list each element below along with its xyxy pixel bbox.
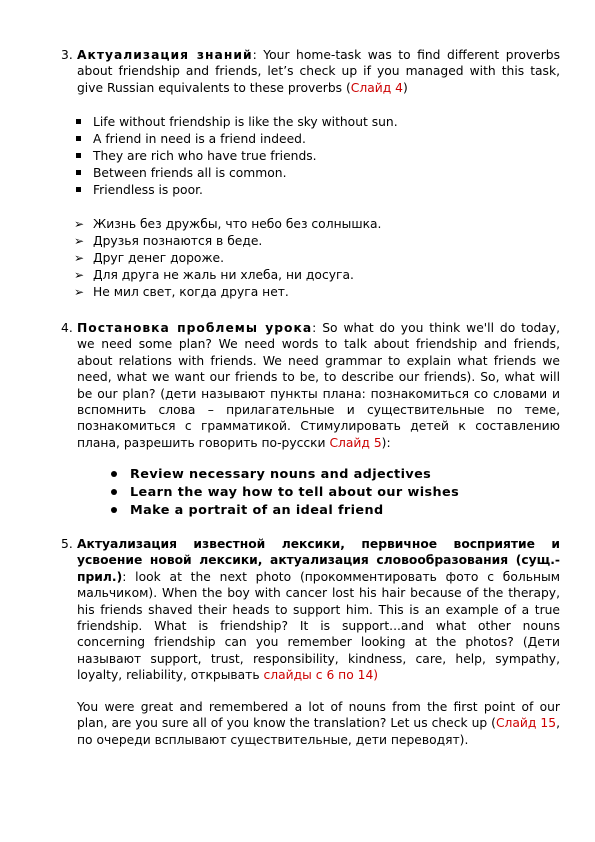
section-4-heading: Постановка проблемы урока bbox=[77, 321, 313, 335]
square-bullet-icon bbox=[76, 119, 81, 124]
plan-item-text: Learn the way how to tell about our wishes bbox=[130, 485, 460, 500]
section-4 bbox=[61, 320, 561, 451]
english-proverb-text: Friendless is poor. bbox=[93, 183, 203, 197]
section-3-heading: Актуализация знаний bbox=[77, 48, 253, 62]
arrow-bullet-icon: ➢ bbox=[74, 268, 85, 282]
section-5-text: : look at the next photo (прокомментировать фото с больным мальчиком). When the boy with cancer lost his hair because of the therapy, his friends shaved their heads to support him. This is an example of a true friendship. What is friendship? It is support...and what other nouns concerning friendship can you remember looking at the photos? (Дети называют support, trust, responsibility, kindness, care, help, sympathy, loyalty, reliability, открывать bbox=[77, 569, 560, 683]
english-proverb-text: Between friends all is common. bbox=[93, 166, 287, 180]
section-5-slide-ref-2: Слайд 15 bbox=[495, 716, 557, 731]
english-proverb-text: A friend in need is a friend indeed. bbox=[93, 132, 306, 146]
arrow-bullet-icon: ➢ bbox=[74, 251, 85, 265]
russian-proverb-1 bbox=[74, 216, 382, 232]
english-proverb-1 bbox=[93, 114, 398, 130]
section-5-para2-end: , по очереди всплывают существительные, дети переводят). bbox=[77, 716, 560, 747]
plan-item-2 bbox=[130, 484, 459, 501]
section-4-text: : So what do you think we'll do today, we need some plan? We need words to talk about friendship and friends, about relations with friends. We need grammar to explain what friends we need, what we want our friends to be, to describe our friends). So, what will be our plan? (дети называют пункты плана: познакомиться со словами и вспомнить слова – прилагательные и существительные по теме, познакомиться с грамматикой. Стимулировать детей к составлению плана, разрешить говорить по-русски bbox=[77, 321, 561, 450]
arrow-bullet-icon: ➢ bbox=[74, 285, 85, 299]
english-proverb-5 bbox=[93, 182, 203, 198]
english-proverb-2 bbox=[93, 131, 306, 147]
russian-proverb-4 bbox=[74, 267, 354, 283]
section-3 bbox=[61, 47, 560, 96]
section-5 bbox=[61, 536, 560, 684]
round-bullet-icon bbox=[111, 507, 117, 513]
russian-proverb-text: Жизнь без дружбы, что небо без солнышка. bbox=[93, 217, 382, 231]
plan-item-text: Make a portrait of an ideal friend bbox=[130, 503, 384, 518]
plan-item-1 bbox=[130, 466, 431, 483]
section-3-text: : Your home-task was to find different proverbs about friendship and friends, let’s check up if you managed with this task, give Russian equivalents to these proverbs ( bbox=[77, 48, 560, 95]
russian-proverb-text: Друзья познаются в беде. bbox=[93, 234, 263, 248]
section-3-slide-ref: Слайд 4 bbox=[350, 80, 403, 95]
plan-item-text: Review necessary nouns and adjectives bbox=[130, 467, 432, 482]
section-4-slide-ref: Слайд 5 bbox=[329, 435, 382, 450]
section-5-slide-ref: слайды с 6 по 14) bbox=[263, 668, 379, 683]
russian-proverb-text: Друг денег дороже. bbox=[93, 251, 225, 265]
english-proverb-3 bbox=[93, 148, 317, 164]
russian-proverb-2 bbox=[74, 233, 263, 249]
section-5-paragraph-2 bbox=[77, 699, 560, 748]
square-bullet-icon bbox=[76, 153, 81, 158]
russian-proverb-text: Для друга не жаль ни хлеба, ни досуга. bbox=[93, 268, 354, 282]
english-proverb-text: They are rich who have true friends. bbox=[93, 149, 317, 163]
english-proverb-4 bbox=[93, 165, 286, 181]
section-5-heading: Актуализация известной лексики, первичное восприятие и усвоение новой лексики, актуализация словообразования (сущ.-прил.) bbox=[77, 537, 560, 584]
russian-proverb-3 bbox=[74, 250, 225, 266]
russian-proverb-text: Не мил свет, когда друга нет. bbox=[93, 285, 289, 299]
section-4-number: 4. bbox=[61, 321, 73, 335]
section-5-para2-text: You were great and remembered a lot of nouns from the first point of our plan, are you sure all of you know the translation? Let us check up ( bbox=[77, 700, 560, 731]
square-bullet-icon bbox=[76, 170, 81, 175]
plan-item-3 bbox=[130, 502, 384, 519]
section-5-number: 5. bbox=[61, 537, 73, 551]
section-3-close: ) bbox=[403, 80, 408, 95]
round-bullet-icon bbox=[111, 489, 117, 495]
arrow-bullet-icon: ➢ bbox=[74, 217, 85, 231]
english-proverb-text: Life without friendship is like the sky without sun. bbox=[93, 115, 398, 129]
section-3-number: 3. bbox=[61, 48, 73, 62]
section-4-close: ): bbox=[381, 435, 391, 450]
round-bullet-icon bbox=[111, 471, 117, 477]
arrow-bullet-icon: ➢ bbox=[74, 234, 85, 248]
square-bullet-icon bbox=[76, 136, 81, 141]
square-bullet-icon bbox=[76, 187, 81, 192]
russian-proverb-5 bbox=[74, 284, 289, 300]
